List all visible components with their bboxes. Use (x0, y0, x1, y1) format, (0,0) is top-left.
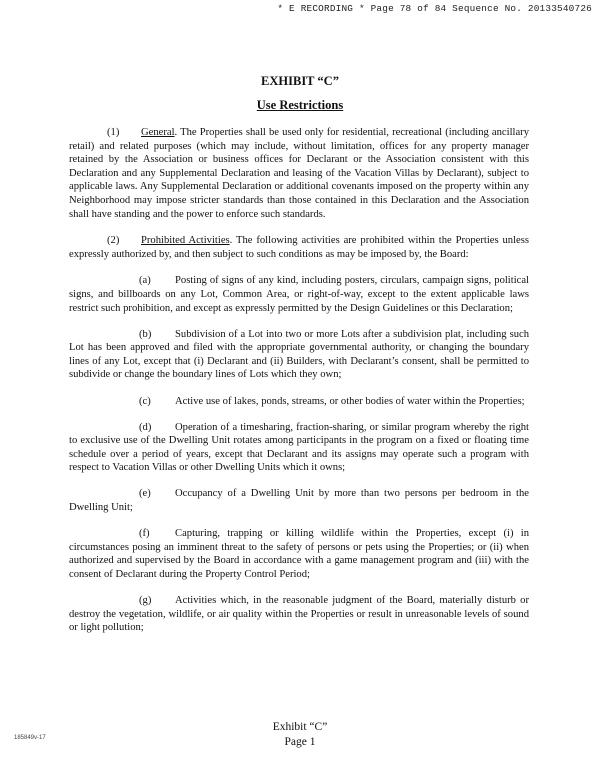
item-label: (g) (139, 595, 152, 607)
item-label: (c) (139, 395, 151, 407)
exhibit-title: EXHIBIT “C” (261, 74, 339, 88)
item-label: (b) (139, 328, 152, 340)
paragraph-number: (2) (107, 235, 120, 247)
item-text: Active use of lakes, ponds, streams, or other bodies of water within the Properties; (175, 395, 525, 407)
item-label: (a) (139, 275, 151, 287)
item-label: (f) (139, 528, 150, 540)
document-body (69, 126, 529, 647)
item-text: Occupancy of a Dwelling Unit by more than two persons per bedroom in the Dwelling Unit; (69, 488, 529, 514)
paragraph-heading: General (141, 127, 175, 138)
paragraph-text: . The Properties shall be used only for residential, recreational (including ancillary retail) and related purposes (which may include, without limitation, offices for any property manager retained by the Association or business offices for Declarant or the Association consistent with this Declaration and any Supplemental Declaration and leasing of the Vacation Villas by Declarant), subject to applicable laws. Any Supplemental Declaration or additional covenants imposed on the property within any Neighborhood may impose stricter standards than those contained in this Declaration and the Association shall have standing and the power to enforce such standards. (69, 127, 529, 220)
page-number: Page 1 (284, 736, 316, 748)
list-item (69, 527, 529, 581)
paragraph-general (69, 126, 529, 221)
list-item (69, 594, 529, 635)
paragraph-heading: Prohibited Activities (141, 235, 230, 247)
list-item (69, 274, 529, 315)
list-item (69, 487, 529, 514)
item-label: (d) (139, 421, 152, 433)
list-item (69, 328, 529, 382)
paragraph-prohibited-activities (69, 234, 529, 261)
item-text: Capturing, trapping or killing wildlife within the Properties, except (i) in circumstances posing an imminent threat to the safety of persons or pets using the Properties; or (ii) when authorized and supervised by the Board in accordance with a game management program and (iii) with the consent of Declarant during the Property Control Period; (69, 528, 529, 580)
item-text: Subdivision of a Lot into two or more Lots after a subdivision plat, including such Lot has been approved and filed with the appropriate governmental authority, or changing the boundary lines of any Lot, except that (i) Declarant and (ii) Builders, with Declarant’s consent, shall be permitted to subdivide or change the boundary lines of Lots which they own; (69, 328, 529, 381)
section-title: Use Restrictions (256, 98, 344, 112)
paragraph-text: . The following activities are prohibited within the Properties unless expressly authorized by, and then subject to such conditions as may be imposed by, the Board: (69, 235, 529, 260)
list-item (69, 395, 529, 409)
list-item (69, 421, 529, 475)
paragraph-number: (1) (107, 127, 120, 138)
item-text: Activities which, in the reasonable judgment of the Board, materially disturb or destroy the vegetation, wildlife, or air quality within the Properties or result in unreasonable levels of sound or light pollution; (69, 595, 529, 634)
recording-header: * E RECORDING * Page 78 of 84 Sequence No. 20133540726 (277, 3, 592, 14)
document-code: 185849v-17 (14, 735, 46, 741)
footer-exhibit-title: Exhibit “C” (272, 721, 328, 733)
item-text: Posting of signs of any kind, including posters, circulars, campaign signs, political signs, and billboards on any Lot, Common Area, or right-of-way, except to the extent applicable laws restrict such prohibition, and except as expressly permitted by the Design Guidelines or this Declaration; (69, 275, 529, 314)
item-label: (e) (139, 488, 151, 500)
item-text: Operation of a timesharing, fraction-sharing, or similar program whereby the right to exclusive use of the Dwelling Unit rotates among participants in the program on a fixed or floating time schedule over a period of years, except that Declarant and its assigns may operate such a program with respect to Vacation Villas or other Dwelling Units which it owns; (69, 421, 529, 474)
